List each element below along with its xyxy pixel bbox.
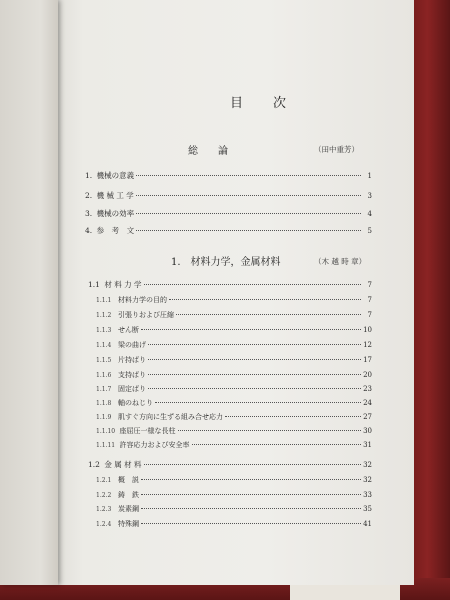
facing-page-edge — [0, 0, 58, 585]
toc-number: 1.2.2 — [96, 492, 112, 499]
toc-page: 17 — [363, 356, 372, 364]
toc-subentry[interactable] — [96, 340, 372, 350]
toc-number: 4. — [85, 226, 93, 235]
toc-number: 1.2.1 — [96, 477, 112, 484]
toc-page: 32 — [363, 461, 372, 469]
toc-section[interactable] — [88, 279, 372, 289]
leader-dots — [169, 299, 361, 300]
section-author-overview: （田中重芳） — [314, 145, 359, 154]
toc-label: 機 械 工 学 — [96, 191, 134, 200]
toc-label: 肌すぐ方向に生ずる組み合せ応力 — [117, 413, 223, 421]
toc-page: 1 — [367, 172, 372, 180]
toc-number: 1.1 — [88, 280, 100, 289]
toc-number: 1.1.8 — [96, 400, 112, 407]
leader-dots — [136, 175, 361, 176]
toc-label: 固定ばり — [117, 385, 146, 393]
toc-subentry[interactable] — [96, 426, 372, 436]
toc-number: 1.1.2 — [96, 312, 112, 319]
toc-entry[interactable] — [85, 190, 372, 200]
leader-dots — [141, 329, 361, 330]
leader-dots — [148, 344, 361, 345]
toc-number: 2. — [85, 191, 93, 200]
toc-page: 31 — [363, 441, 372, 449]
chapter-author: （木 越 時 章） — [314, 257, 367, 266]
toc-label: せん断 — [117, 326, 139, 334]
toc-number: 1.1.10 — [96, 428, 116, 435]
toc-subentry[interactable] — [96, 490, 372, 500]
toc-page: 30 — [363, 427, 372, 435]
section-heading-overview: 総 論 — [188, 146, 228, 157]
toc-label: 概 説 — [117, 476, 139, 484]
page-title — [230, 92, 286, 111]
toc-subentry[interactable] — [96, 310, 372, 320]
toc-number: 3. — [85, 209, 93, 218]
toc-page: 7 — [367, 296, 372, 304]
leader-dots — [141, 508, 361, 509]
toc-number: 1.1.9 — [96, 414, 112, 421]
toc-number: 1.1.11 — [96, 442, 116, 449]
toc-entry[interactable] — [85, 170, 372, 180]
toc-label: 鋳 鉄 — [117, 491, 139, 499]
toc-page: 35 — [363, 505, 372, 513]
toc-label: 引張りおよび圧縮 — [117, 311, 174, 319]
toc-page: 10 — [363, 326, 372, 334]
toc-page: 33 — [363, 491, 372, 499]
toc-label: 参 考 文 — [96, 226, 135, 235]
toc-label: 機械の意義 — [96, 171, 135, 180]
toc-subentry[interactable] — [96, 475, 372, 485]
leader-dots — [192, 444, 361, 445]
toc-page: 7 — [367, 311, 372, 319]
leader-dots — [148, 374, 361, 375]
toc-label: 支持ばり — [117, 371, 146, 379]
toc-number: 1.1.4 — [96, 342, 112, 349]
toc-label: 材 料 力 学 — [104, 280, 142, 289]
toc-label: 金 属 材 料 — [104, 460, 142, 469]
toc-label: 材料力学の目的 — [117, 296, 167, 304]
toc-page: 12 — [363, 341, 372, 349]
leader-dots — [148, 359, 361, 360]
toc-subentry[interactable] — [96, 412, 372, 422]
toc-number: 1.1.1 — [96, 297, 112, 304]
toc-subentry[interactable] — [96, 355, 372, 365]
toc-subentry[interactable] — [96, 370, 372, 380]
toc-number: 1.2.4 — [96, 521, 112, 528]
toc-subentry[interactable] — [96, 398, 372, 408]
contents-page — [38, 0, 414, 585]
toc-label: 片持ばり — [117, 356, 146, 364]
leader-dots — [136, 213, 361, 214]
leader-dots — [148, 388, 361, 389]
leader-dots — [141, 494, 361, 495]
toc-number: 1.1.6 — [96, 372, 112, 379]
toc-subentry[interactable] — [96, 325, 372, 335]
toc-page: 20 — [363, 371, 372, 379]
toc-page: 24 — [363, 399, 372, 407]
leader-dots — [176, 314, 361, 315]
toc-page: 23 — [363, 385, 372, 393]
toc-subentry[interactable] — [96, 295, 372, 305]
toc-page: 27 — [363, 413, 372, 421]
toc-page: 4 — [367, 210, 372, 218]
toc-entry[interactable] — [85, 208, 372, 218]
toc-page: 5 — [367, 227, 372, 235]
leader-dots — [178, 430, 361, 431]
toc-label: 座屈圧一様な長柱 — [119, 427, 176, 435]
toc-section[interactable] — [88, 459, 372, 469]
toc-page: 7 — [367, 281, 372, 289]
toc-label: 梁の曲げ — [117, 341, 146, 349]
title-char-2: 次 — [273, 96, 287, 111]
toc-label: 炭素鋼 — [117, 505, 139, 513]
leader-dots — [141, 523, 361, 524]
toc-page: 41 — [363, 520, 372, 528]
toc-number: 1.2.3 — [96, 506, 112, 513]
leader-dots — [136, 195, 361, 196]
toc-entry[interactable] — [85, 225, 372, 235]
toc-page: 32 — [363, 476, 372, 484]
leader-dots — [144, 464, 361, 465]
title-char-1: 目 — [230, 96, 244, 111]
toc-number: 1.1.3 — [96, 327, 112, 334]
chapter-heading: 1. 材料力学，金属材料 — [171, 257, 281, 268]
toc-label: 特殊鋼 — [117, 520, 139, 528]
toc-subentry[interactable] — [96, 384, 372, 394]
toc-number: 1. — [85, 171, 93, 180]
toc-label: 軸のねじり — [117, 399, 153, 407]
toc-subentry[interactable] — [96, 519, 372, 529]
toc-number: 1.1.7 — [96, 386, 112, 393]
leader-dots — [155, 402, 361, 403]
leader-dots — [136, 230, 361, 231]
leader-dots — [144, 284, 361, 285]
toc-number: 1.2 — [88, 460, 100, 469]
leader-dots — [225, 416, 361, 417]
leader-dots — [141, 479, 361, 480]
toc-page: 3 — [367, 192, 372, 200]
toc-subentry[interactable] — [96, 440, 372, 450]
toc-label: 許容応力および安全率 — [119, 441, 190, 449]
toc-label: 機械の効率 — [96, 209, 135, 218]
toc-number: 1.1.5 — [96, 357, 112, 364]
toc-subentry[interactable] — [96, 504, 372, 514]
